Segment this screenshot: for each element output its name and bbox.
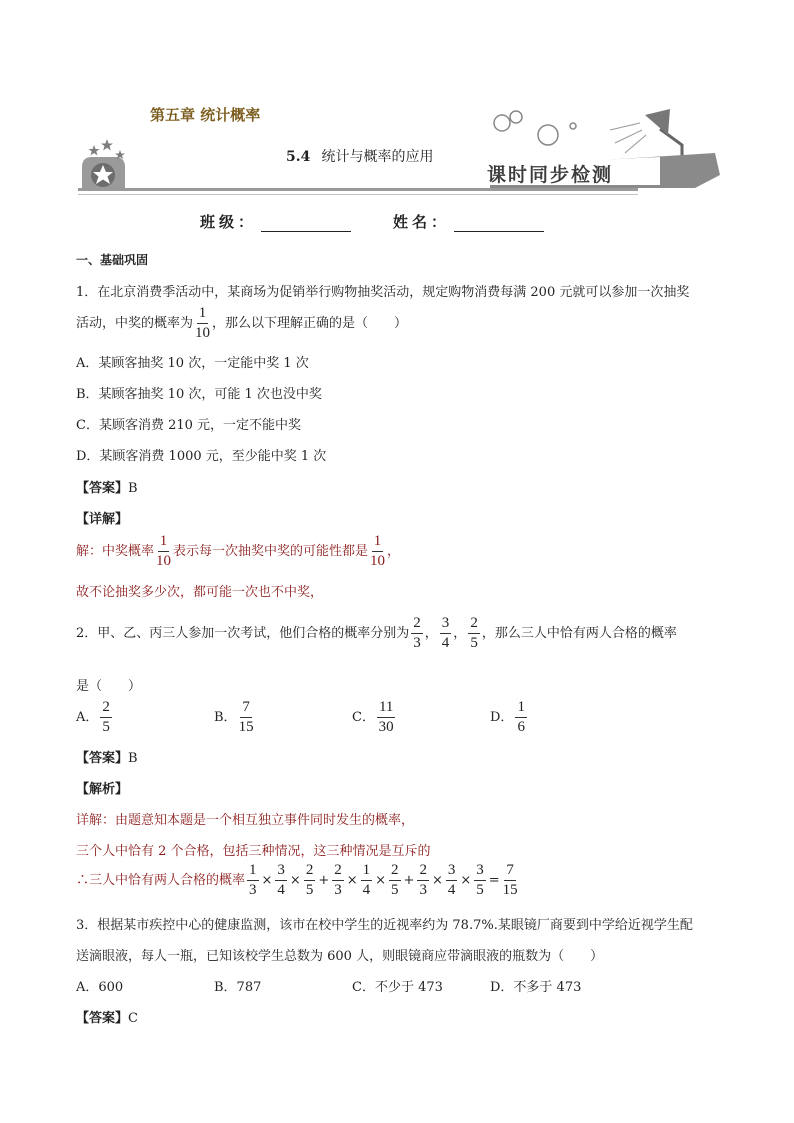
frac-num: 3 <box>275 863 287 881</box>
sol-text: 解：中奖概率 <box>76 544 155 559</box>
frac-den: 5 <box>476 882 484 898</box>
frac-den: 10 <box>156 553 172 569</box>
frac-num: 2 <box>468 616 480 634</box>
eq-fraction <box>389 863 401 898</box>
frac-num: 7 <box>240 700 252 718</box>
opt-label: A． <box>76 710 99 725</box>
sol-fraction-2 <box>370 534 385 569</box>
opt-label: D． <box>490 710 514 725</box>
q2-frac-3 <box>468 616 480 651</box>
frac-num: 3 <box>440 616 452 634</box>
q1-solution-line1 <box>76 534 400 569</box>
frac-num: 1 <box>372 534 384 552</box>
eq-fraction <box>275 863 287 898</box>
frac-den: 5 <box>391 882 399 898</box>
frac-den: 3 <box>413 635 421 651</box>
q3-option-a: A．600 <box>76 980 124 995</box>
class-field <box>200 211 351 232</box>
name-field <box>393 211 544 232</box>
eq-fraction <box>446 863 458 898</box>
q1-option-a: A．某顾客抽奖 10 次，一定能中奖 1 次 <box>76 356 309 371</box>
q1-text-line2 <box>76 306 407 341</box>
q1-option-b: B．某顾客抽奖 10 次，可能 1 次也没中奖 <box>76 387 322 402</box>
probability-equation <box>245 862 520 898</box>
answer-label: 【答案】 <box>76 751 129 766</box>
sol-text: ， <box>387 544 401 559</box>
q1-text-suffix: ，那么以下理解正确的是（ ） <box>212 316 408 331</box>
sol-text: ∴三人中恰有两人合格的概率 <box>76 873 246 888</box>
q2-option-d <box>490 700 529 735</box>
q2-analysis-label: 【解析】 <box>76 782 129 797</box>
frac-den: 6 <box>517 719 525 735</box>
opt-fraction <box>515 700 527 735</box>
bubbles-icon <box>494 111 576 145</box>
q2-solution-line1: 详解：由题意知本题是一个相互独立事件同时发生的概率， <box>76 813 415 828</box>
q2-text-line2: 是（ ） <box>76 679 142 694</box>
opt-fraction <box>100 700 112 735</box>
class-label: 班级： <box>200 213 258 231</box>
q2-answer <box>76 747 138 766</box>
frac-den: 5 <box>470 635 478 651</box>
q2-solution-line3 <box>76 863 520 898</box>
eq-operator: × <box>375 873 387 888</box>
banner-label: 课时同步检测 <box>487 164 614 186</box>
eq-fraction <box>247 863 259 898</box>
sol-text: 表示每一次抽奖中奖的可能性都是 <box>173 544 369 559</box>
frac-num: 2 <box>411 616 423 634</box>
class-input[interactable] <box>261 217 351 232</box>
frac-den: 15 <box>502 882 518 898</box>
q1-option-d: D．某顾客消费 1000 元，至少能中奖 1 次 <box>76 449 327 464</box>
eq-operator: + <box>318 873 330 888</box>
frac-den: 4 <box>277 882 285 898</box>
sol-fraction <box>156 534 171 569</box>
frac-den: 10 <box>370 553 386 569</box>
frac-den: 15 <box>238 719 254 735</box>
eq-operator: × <box>261 873 273 888</box>
q3-text-line2: 送滴眼液，每人一瓶，已知该校学生总数为 600 人，则眼镜商应带滴眼液的瓶数为（ ） <box>76 949 604 964</box>
eq-operator: + <box>403 873 415 888</box>
q1-frac-den: 10 <box>195 325 211 341</box>
q2-solution-line2: 三个人中恰有 2 个合格，包括三种情况，这三种情况是互斥的 <box>76 844 431 859</box>
frac-num: 1 <box>361 863 373 881</box>
q3-option-d: D．不多于 473 <box>490 980 582 995</box>
frac-den: 3 <box>334 882 342 898</box>
q3-answer <box>76 1007 138 1026</box>
name-input[interactable] <box>454 217 544 232</box>
q2-frac-1 <box>411 616 423 651</box>
frac-den: 3 <box>249 882 257 898</box>
frac-num: 1 <box>158 534 170 552</box>
q2-text: 2．甲、乙、丙三人参加一次考试，他们合格的概率分别为 <box>76 626 410 641</box>
frac-num: 7 <box>504 863 516 881</box>
frac-den: 5 <box>102 719 110 735</box>
answer-label: 【答案】 <box>76 481 129 496</box>
q1-frac-num: 1 <box>197 306 209 324</box>
eq-operator: × <box>289 873 301 888</box>
section-title: 统计与概率的应用 <box>321 149 434 165</box>
q1-text-line1: 1．在北京消费季活动中，某商场为促销举行购物抽奖活动，规定购物消费每满 200 元就可以参加一次抽奖 <box>76 285 690 300</box>
q1-solution-line2: 故不论抽奖多少次，都可能一次也不中奖， <box>76 585 324 600</box>
star-badge-icon <box>82 139 125 190</box>
part-heading: 一、基础巩固 <box>76 253 149 267</box>
frac-num: 2 <box>332 863 344 881</box>
q3-text-line1: 3．根据某市疾控中心的健康监测，该市在校中学生的近视率约为 78.7%.某眼镜厂商要到中学给近视学生配 <box>76 918 693 933</box>
q1-answer <box>76 477 138 496</box>
eq-fraction <box>417 863 429 898</box>
q1-fraction <box>195 306 210 341</box>
answer-value: C <box>128 1011 138 1026</box>
q3-options <box>76 976 581 995</box>
frac-den: 3 <box>419 882 427 898</box>
frac-den: 4 <box>447 882 456 898</box>
name-label: 姓名： <box>393 213 451 231</box>
eq-fraction <box>503 863 518 898</box>
answer-label: 【答案】 <box>76 1011 129 1026</box>
frac-den: 4 <box>441 635 450 651</box>
frac-num: 11 <box>377 700 395 718</box>
frac-num: 3 <box>474 863 486 881</box>
frac-num: 2 <box>389 863 401 881</box>
frac-den: 30 <box>378 719 394 735</box>
eq-operator: × <box>431 873 443 888</box>
opt-label: B． <box>214 710 237 725</box>
frac-num: 1 <box>515 700 527 718</box>
eq-operator: = <box>488 873 500 888</box>
q2-options <box>76 700 529 735</box>
eq-operator: × <box>346 873 358 888</box>
frac-num: 2 <box>417 863 429 881</box>
q2-frac-2 <box>440 616 452 651</box>
q2-option-b <box>214 700 352 735</box>
q2-option-c <box>352 700 490 735</box>
frac-num: 2 <box>100 700 112 718</box>
frac-den: 5 <box>305 882 314 898</box>
q2-text-line1: 2．甲、乙、丙三人参加一次考试，他们合格的概率分别为 $\frac{2}{3}$ ， $\frac{3}{4}$ ， $\frac{2}{5}$ ，那么三人中恰有两人合格的概率 <box>76 615 677 651</box>
opt-fraction <box>377 700 395 735</box>
opt-label: C． <box>352 710 375 725</box>
chapter-title: 第五章 统计概率 <box>150 106 261 124</box>
eq-operator: × <box>460 873 472 888</box>
q1-text-prefix: 活动，中奖的概率为 <box>76 316 194 331</box>
frac-num: 3 <box>446 863 458 881</box>
frac-num: 1 <box>247 863 259 881</box>
eq-fraction <box>474 863 486 898</box>
answer-value: B <box>128 751 138 766</box>
q3-option-b: B．787 <box>214 980 262 995</box>
q2-option-a <box>76 700 214 735</box>
frac-num: 2 <box>304 863 316 881</box>
q3-option-c: C．不少于 473 <box>352 980 443 995</box>
eq-fraction <box>361 863 373 898</box>
eq-fraction <box>304 863 316 898</box>
q1-detail-label: 【详解】 <box>76 512 129 527</box>
section-heading <box>286 146 433 166</box>
section-number: 5.4 <box>286 149 311 165</box>
eq-fraction <box>332 863 344 898</box>
q2-text: ，那么三人中恰有两人合格的概率 <box>481 626 677 641</box>
frac-den: 4 <box>362 882 371 898</box>
opt-fraction <box>239 700 254 735</box>
answer-value: B <box>128 481 138 496</box>
q1-option-c: C．某顾客消费 210 元，一定不能中奖 <box>76 418 302 433</box>
